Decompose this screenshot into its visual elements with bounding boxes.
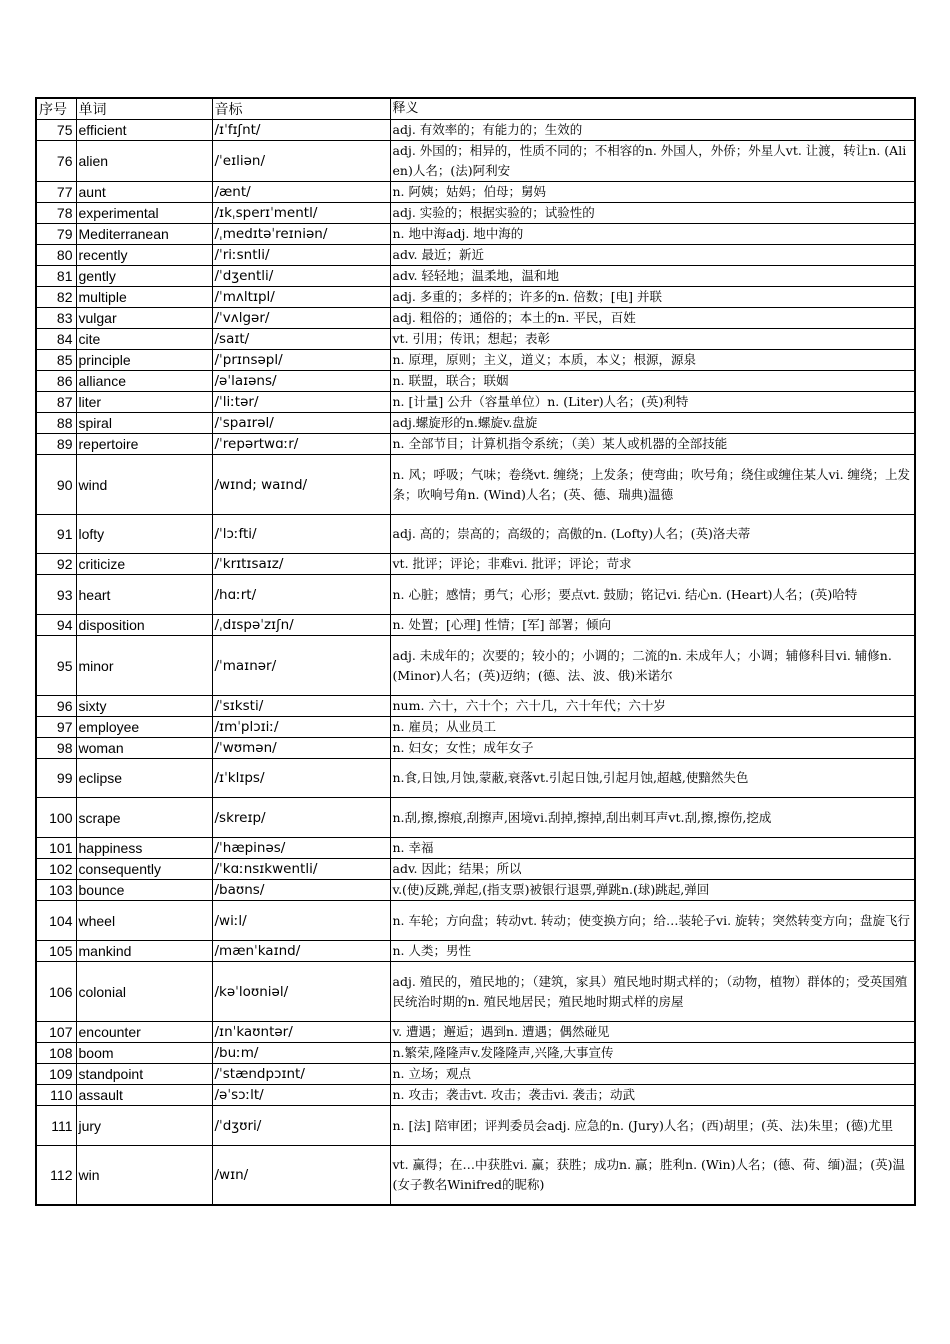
row-word: win bbox=[76, 1146, 212, 1205]
row-phonetic: /ˌdɪspəˈzɪʃn/ bbox=[212, 615, 390, 636]
header-phonetic: 音标 bbox=[212, 98, 390, 120]
row-definition: vt. 引用；传讯；想起；表彰 bbox=[390, 329, 915, 350]
vocab-table bbox=[35, 97, 916, 1206]
row-index: 79 bbox=[36, 224, 76, 245]
table-row bbox=[36, 413, 915, 434]
row-phonetic: /ˈlɔːfti/ bbox=[212, 515, 390, 554]
row-phonetic: /wɪn/ bbox=[212, 1146, 390, 1205]
table-row bbox=[36, 1106, 915, 1146]
table-row bbox=[36, 615, 915, 636]
row-phonetic: /ˈdʒʊri/ bbox=[212, 1106, 390, 1146]
table-row bbox=[36, 798, 915, 838]
table-row bbox=[36, 245, 915, 266]
row-definition: adj.螺旋形的n.螺旋v.盘旋 bbox=[390, 413, 915, 434]
row-phonetic: /ˈspaɪrəl/ bbox=[212, 413, 390, 434]
row-index: 81 bbox=[36, 266, 76, 287]
header-row bbox=[36, 98, 915, 120]
row-phonetic: /ˈsɪksti/ bbox=[212, 696, 390, 717]
row-phonetic: /ˈliːtər/ bbox=[212, 392, 390, 413]
row-index: 90 bbox=[36, 455, 76, 515]
row-index: 101 bbox=[36, 838, 76, 859]
row-phonetic: /wiːl/ bbox=[212, 901, 390, 941]
row-index: 84 bbox=[36, 329, 76, 350]
row-word: efficient bbox=[76, 120, 212, 141]
row-word: minor bbox=[76, 636, 212, 696]
table-row bbox=[36, 696, 915, 717]
row-index: 92 bbox=[36, 554, 76, 575]
row-index: 83 bbox=[36, 308, 76, 329]
row-index: 97 bbox=[36, 717, 76, 738]
table-row bbox=[36, 434, 915, 455]
table-row bbox=[36, 1022, 915, 1043]
row-index: 104 bbox=[36, 901, 76, 941]
row-definition: vt. 批评；评论；非难vi. 批评；评论；苛求 bbox=[390, 554, 915, 575]
row-definition: n. 攻击；袭击vt. 攻击；袭击vi. 袭击；动武 bbox=[390, 1085, 915, 1106]
row-word: jury bbox=[76, 1106, 212, 1146]
row-definition: adv. 最近；新近 bbox=[390, 245, 915, 266]
row-word: gently bbox=[76, 266, 212, 287]
table-row bbox=[36, 1043, 915, 1064]
row-phonetic: /ˈhæpinəs/ bbox=[212, 838, 390, 859]
table-row bbox=[36, 859, 915, 880]
row-word: alliance bbox=[76, 371, 212, 392]
table-row bbox=[36, 1146, 915, 1205]
header-word: 单词 bbox=[76, 98, 212, 120]
row-word: Mediterranean bbox=[76, 224, 212, 245]
row-word: wind bbox=[76, 455, 212, 515]
row-phonetic: /ˈprɪnsəpl/ bbox=[212, 350, 390, 371]
row-word: mankind bbox=[76, 941, 212, 962]
row-word: repertoire bbox=[76, 434, 212, 455]
row-definition: n. 人类；男性 bbox=[390, 941, 915, 962]
row-word: scrape bbox=[76, 798, 212, 838]
row-index: 77 bbox=[36, 182, 76, 203]
row-index: 96 bbox=[36, 696, 76, 717]
row-word: assault bbox=[76, 1085, 212, 1106]
row-phonetic: /ˈkɑːnsɪkwentli/ bbox=[212, 859, 390, 880]
header-definition: 释义 bbox=[390, 98, 915, 120]
table-row bbox=[36, 392, 915, 413]
row-word: eclipse bbox=[76, 759, 212, 798]
row-word: criticize bbox=[76, 554, 212, 575]
table-row bbox=[36, 141, 915, 182]
row-phonetic: /ˈkrɪtɪsaɪz/ bbox=[212, 554, 390, 575]
row-phonetic: /baʊns/ bbox=[212, 880, 390, 901]
row-index: 107 bbox=[36, 1022, 76, 1043]
row-definition: vt. 赢得；在…中获胜vi. 赢；获胜；成功n. 赢；胜利n. (Win)人名；(德、荷、缅)温；(英)温(女子教名Winifred的昵称) bbox=[390, 1146, 915, 1205]
row-word: disposition bbox=[76, 615, 212, 636]
row-word: lofty bbox=[76, 515, 212, 554]
row-index: 87 bbox=[36, 392, 76, 413]
row-word: standpoint bbox=[76, 1064, 212, 1085]
row-word: aunt bbox=[76, 182, 212, 203]
row-phonetic: /ˌmedɪtəˈreɪniən/ bbox=[212, 224, 390, 245]
row-definition: n. [计量] 公升（容量单位）n. (Liter)人名；(英)利特 bbox=[390, 392, 915, 413]
row-index: 89 bbox=[36, 434, 76, 455]
table-row bbox=[36, 287, 915, 308]
row-definition: n. 处置；[心理] 性情；[军] 部署；倾向 bbox=[390, 615, 915, 636]
row-word: cite bbox=[76, 329, 212, 350]
row-word: principle bbox=[76, 350, 212, 371]
table-row bbox=[36, 515, 915, 554]
row-word: consequently bbox=[76, 859, 212, 880]
row-index: 112 bbox=[36, 1146, 76, 1205]
table-row bbox=[36, 120, 915, 141]
row-word: encounter bbox=[76, 1022, 212, 1043]
table-row bbox=[36, 1085, 915, 1106]
row-word: sixty bbox=[76, 696, 212, 717]
row-definition: n. 车轮；方向盘；转动vt. 转动；使变换方向；给…装轮子vi. 旋转；突然转变方向；盘旋飞行 bbox=[390, 901, 915, 941]
table-row bbox=[36, 554, 915, 575]
row-definition: n. 雇员；从业员工 bbox=[390, 717, 915, 738]
row-index: 100 bbox=[36, 798, 76, 838]
row-definition: n. 心脏；感情；勇气；心形；要点vt. 鼓励；铭记vi. 结心n. (Heart)人名；(英)哈特 bbox=[390, 575, 915, 615]
row-index: 108 bbox=[36, 1043, 76, 1064]
row-index: 102 bbox=[36, 859, 76, 880]
row-definition: n. 立场；观点 bbox=[390, 1064, 915, 1085]
row-index: 78 bbox=[36, 203, 76, 224]
row-index: 80 bbox=[36, 245, 76, 266]
table-row bbox=[36, 941, 915, 962]
table-row bbox=[36, 901, 915, 941]
table-row bbox=[36, 308, 915, 329]
row-definition: adj. 粗俗的；通俗的；本土的n. 平民，百姓 bbox=[390, 308, 915, 329]
row-index: 91 bbox=[36, 515, 76, 554]
header-index: 序号 bbox=[36, 98, 76, 120]
row-definition: n. 风；呼吸；气味；卷绕vt. 缠绕；上发条；使弯曲；吹号角；绕住或缠住某人vi. 缠绕；上发条；吹响号角n. (Wind)人名；(英、德、瑞典)温德 bbox=[390, 455, 915, 515]
table-row bbox=[36, 182, 915, 203]
row-index: 86 bbox=[36, 371, 76, 392]
table-row bbox=[36, 838, 915, 859]
row-index: 95 bbox=[36, 636, 76, 696]
row-definition: n. 原理，原则；主义，道义；本质，本义；根源，源泉 bbox=[390, 350, 915, 371]
row-phonetic: /ˈeɪliən/ bbox=[212, 141, 390, 182]
row-phonetic: /ˈwʊmən/ bbox=[212, 738, 390, 759]
row-definition: adv. 轻轻地；温柔地，温和地 bbox=[390, 266, 915, 287]
row-word: colonial bbox=[76, 962, 212, 1022]
row-phonetic: /hɑːrt/ bbox=[212, 575, 390, 615]
row-index: 75 bbox=[36, 120, 76, 141]
row-definition: n.食,日蚀,月蚀,蒙蔽,衰落vt.引起日蚀,引起月蚀,超越,使黯然失色 bbox=[390, 759, 915, 798]
row-index: 103 bbox=[36, 880, 76, 901]
row-index: 94 bbox=[36, 615, 76, 636]
table-row bbox=[36, 962, 915, 1022]
table-row bbox=[36, 266, 915, 287]
row-phonetic: /skreɪp/ bbox=[212, 798, 390, 838]
row-definition: v. 遭遇；邂逅；遇到n. 遭遇；偶然碰见 bbox=[390, 1022, 915, 1043]
row-definition: adj. 实验的；根据实验的；试验性的 bbox=[390, 203, 915, 224]
row-word: woman bbox=[76, 738, 212, 759]
row-phonetic: /əˈsɔːlt/ bbox=[212, 1085, 390, 1106]
table-row bbox=[36, 880, 915, 901]
row-definition: num. 六十，六十个；六十几，六十年代；六十岁 bbox=[390, 696, 915, 717]
row-definition: n. [法] 陪审团；评判委员会adj. 应急的n. (Jury)人名；(西)胡里；(英、法)朱里；(德)尤里 bbox=[390, 1106, 915, 1146]
row-word: alien bbox=[76, 141, 212, 182]
row-word: bounce bbox=[76, 880, 212, 901]
row-phonetic: /ɪˈfɪʃnt/ bbox=[212, 120, 390, 141]
table-row bbox=[36, 738, 915, 759]
row-word: happiness bbox=[76, 838, 212, 859]
row-phonetic: /ˈmʌltɪpl/ bbox=[212, 287, 390, 308]
row-definition: n.繁荣,隆隆声v.发隆隆声,兴隆,大事宣传 bbox=[390, 1043, 915, 1064]
row-definition: n. 妇女；女性；成年女子 bbox=[390, 738, 915, 759]
row-word: heart bbox=[76, 575, 212, 615]
row-phonetic: /ˈvʌlgər/ bbox=[212, 308, 390, 329]
row-phonetic: /ɪkˌsperɪˈmentl/ bbox=[212, 203, 390, 224]
row-word: spiral bbox=[76, 413, 212, 434]
row-index: 76 bbox=[36, 141, 76, 182]
table-row bbox=[36, 759, 915, 798]
table-row bbox=[36, 371, 915, 392]
row-phonetic: /kəˈloʊniəl/ bbox=[212, 962, 390, 1022]
row-word: multiple bbox=[76, 287, 212, 308]
row-definition: adj. 多重的；多样的；许多的n. 倍数；[电] 并联 bbox=[390, 287, 915, 308]
table-row bbox=[36, 1064, 915, 1085]
row-phonetic: /ˈrepərtwɑːr/ bbox=[212, 434, 390, 455]
row-definition: adj. 高的；崇高的；高级的；高傲的n. (Lofty)人名；(英)洛夫蒂 bbox=[390, 515, 915, 554]
row-index: 99 bbox=[36, 759, 76, 798]
row-definition: adv. 因此；结果；所以 bbox=[390, 859, 915, 880]
row-phonetic: /əˈlaɪəns/ bbox=[212, 371, 390, 392]
row-word: wheel bbox=[76, 901, 212, 941]
row-definition: n. 阿姨；姑妈；伯母；舅妈 bbox=[390, 182, 915, 203]
table-row bbox=[36, 717, 915, 738]
row-word: recently bbox=[76, 245, 212, 266]
row-index: 88 bbox=[36, 413, 76, 434]
row-phonetic: /ˈriːsntli/ bbox=[212, 245, 390, 266]
row-definition: adj. 未成年的；次要的；较小的；小调的；二流的n. 未成年人；小调；辅修科目vi. 辅修n. (Minor)人名；(英)迈纳；(德、法、波、俄)米诺尔 bbox=[390, 636, 915, 696]
row-index: 98 bbox=[36, 738, 76, 759]
row-phonetic: /ænt/ bbox=[212, 182, 390, 203]
row-phonetic: /ɪmˈplɔɪiː/ bbox=[212, 717, 390, 738]
row-index: 85 bbox=[36, 350, 76, 371]
row-definition: n. 幸福 bbox=[390, 838, 915, 859]
row-definition: n. 地中海adj. 地中海的 bbox=[390, 224, 915, 245]
table-row bbox=[36, 203, 915, 224]
table-row bbox=[36, 455, 915, 515]
table-row bbox=[36, 350, 915, 371]
vocab-body bbox=[36, 120, 915, 1205]
row-definition: n.刮,擦,擦痕,刮擦声,困境vi.刮掉,擦掉,刮出刺耳声vt.刮,擦,擦伤,挖成 bbox=[390, 798, 915, 838]
table-row bbox=[36, 329, 915, 350]
row-definition: n. 全部节目；计算机指令系统；（美）某人或机器的全部技能 bbox=[390, 434, 915, 455]
table-row bbox=[36, 224, 915, 245]
row-index: 110 bbox=[36, 1085, 76, 1106]
row-definition: n. 联盟，联合；联姻 bbox=[390, 371, 915, 392]
row-index: 105 bbox=[36, 941, 76, 962]
row-index: 82 bbox=[36, 287, 76, 308]
row-index: 93 bbox=[36, 575, 76, 615]
row-phonetic: /buːm/ bbox=[212, 1043, 390, 1064]
row-word: boom bbox=[76, 1043, 212, 1064]
row-index: 106 bbox=[36, 962, 76, 1022]
row-word: vulgar bbox=[76, 308, 212, 329]
row-phonetic: /mænˈkaɪnd/ bbox=[212, 941, 390, 962]
table-row bbox=[36, 636, 915, 696]
row-phonetic: /ɪnˈkaʊntər/ bbox=[212, 1022, 390, 1043]
row-definition: adj. 殖民的，殖民地的；（建筑，家具）殖民地时期式样的；（动物，植物）群体的；受英国殖民统治时期的n. 殖民地居民；殖民地时期式样的房屋 bbox=[390, 962, 915, 1022]
row-phonetic: /ˈdʒentli/ bbox=[212, 266, 390, 287]
row-word: experimental bbox=[76, 203, 212, 224]
row-index: 111 bbox=[36, 1106, 76, 1146]
row-phonetic: /wɪnd; waɪnd/ bbox=[212, 455, 390, 515]
row-phonetic: /saɪt/ bbox=[212, 329, 390, 350]
row-definition: adj. 有效率的；有能力的；生效的 bbox=[390, 120, 915, 141]
row-definition: adj. 外国的；相异的，性质不同的；不相容的n. 外国人，外侨；外星人vt. 让渡，转让n. (Alien)人名；(法)阿利安 bbox=[390, 141, 915, 182]
row-definition: v.(使)反跳,弹起,(指支票)被银行退票,弹跳n.(球)跳起,弹回 bbox=[390, 880, 915, 901]
row-word: liter bbox=[76, 392, 212, 413]
row-phonetic: /ˈmaɪnər/ bbox=[212, 636, 390, 696]
table-row bbox=[36, 575, 915, 615]
row-word: employee bbox=[76, 717, 212, 738]
row-index: 109 bbox=[36, 1064, 76, 1085]
row-phonetic: /ɪˈklɪps/ bbox=[212, 759, 390, 798]
row-phonetic: /ˈstændpɔɪnt/ bbox=[212, 1064, 390, 1085]
